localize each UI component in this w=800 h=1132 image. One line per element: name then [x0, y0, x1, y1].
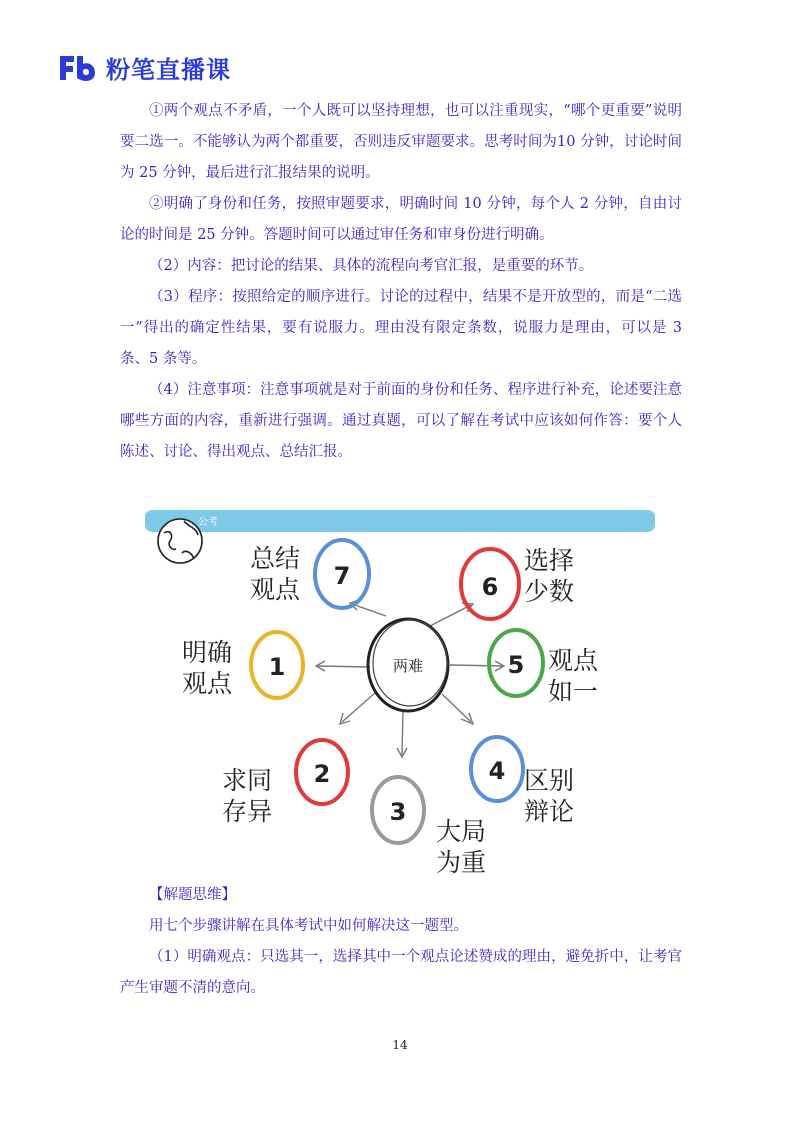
step-6: [461, 546, 574, 619]
step-7-number: 7: [333, 562, 351, 590]
hub-circle: [368, 619, 448, 711]
step-3-label-line2: 为重: [436, 848, 487, 877]
step-6-label-line1: 选择: [524, 546, 575, 575]
paragraph-7: 用七个步骤讲解在具体考试中如何解决这一题型。: [149, 918, 468, 934]
step-1: [182, 632, 303, 698]
paragraph-1: ①两个观点不矛盾，一个人既可以坚持理想，也可以注重现实，“哪个更重要”说明要二选一。不能够认为两个都重要，否则违反审题要求。思考时间为10 分钟，讨论时间为 25 分钟，最后进行汇报结果的说明。: [120, 103, 682, 181]
step-4: [471, 737, 574, 826]
page-number: 14: [392, 1038, 408, 1052]
step-1-label-line2: 观点: [182, 669, 233, 698]
section-heading: 【解题思维】: [149, 887, 236, 903]
step-5-label-line2: 如一: [548, 677, 599, 706]
step-3-label-line1: 大局: [436, 817, 487, 846]
step-2: [222, 740, 348, 826]
step-6-label-line2: 少数: [524, 577, 575, 606]
step-3: [372, 777, 486, 877]
paragraph-3: （2）内容：把讨论的结果、具体的流程向考官汇报，是重要的环节。: [149, 258, 594, 274]
paragraph-4: （3）程序：按照给定的顺序进行。讨论的过程中，结果不是开放型的，而是“二选一”得出的确定性结果，要有说服力。理由没有限定条数，说服力是理由，可以是 3 条、5 条等。: [120, 289, 682, 367]
step-5: [489, 630, 599, 706]
paragraph-2: ②明确了身份和任务，按照审题要求，明确时间 10 分钟，每个人 2 分钟，自由讨论的时间是 25 分钟。答题时间可以通过审任务和审身份进行明确。: [120, 196, 682, 243]
arrows: [316, 600, 504, 757]
step-4-label-line1: 区别: [524, 766, 575, 795]
seven-steps-diagram: [140, 505, 660, 890]
step-1-label-line1: 明确: [182, 638, 233, 667]
step-5-number: 5: [507, 651, 525, 679]
step-4-number: 4: [488, 757, 506, 785]
fb-logo-icon: [58, 54, 96, 82]
paragraph-8: （1）明确观点：只选其一，选择其中一个观点论述赞成的理由，避免折中，让考官产生审题不清的意向。: [120, 949, 682, 996]
globe-icon: [158, 519, 202, 563]
lower-text-block: [120, 880, 682, 1004]
step-7: [250, 540, 369, 608]
step-5-label-line1: 观点: [548, 646, 599, 675]
upper-text-block: [120, 96, 682, 468]
banner-text: 公考: [198, 517, 218, 528]
step-2-number: 2: [313, 760, 331, 788]
step-1-number: 1: [268, 653, 286, 681]
brand-name: 粉笔直播课: [106, 56, 231, 84]
hub-label: 两难: [392, 657, 424, 675]
step-7-label-line2: 观点: [250, 575, 301, 604]
step-7-label-line1: 总结: [250, 544, 301, 573]
step-2-label-line2: 存异: [222, 797, 273, 826]
step-2-label-line1: 求同: [222, 766, 273, 795]
paragraph-5: （4）注意事项：注意事项就是对于前面的身份和任务、程序进行补充，论述要注意哪些方面的内容，重新进行强调。通过真题，可以了解在考试中应该如何作答：要个人陈述、讨论、得出观点、总结汇报。: [120, 382, 682, 460]
diagram-canvas: [140, 505, 660, 890]
diagram-banner: [145, 510, 655, 532]
step-6-number: 6: [481, 573, 499, 601]
step-3-number: 3: [389, 798, 407, 826]
step-4-label-line2: 辩论: [524, 797, 575, 826]
brand-logo: [58, 50, 231, 85]
